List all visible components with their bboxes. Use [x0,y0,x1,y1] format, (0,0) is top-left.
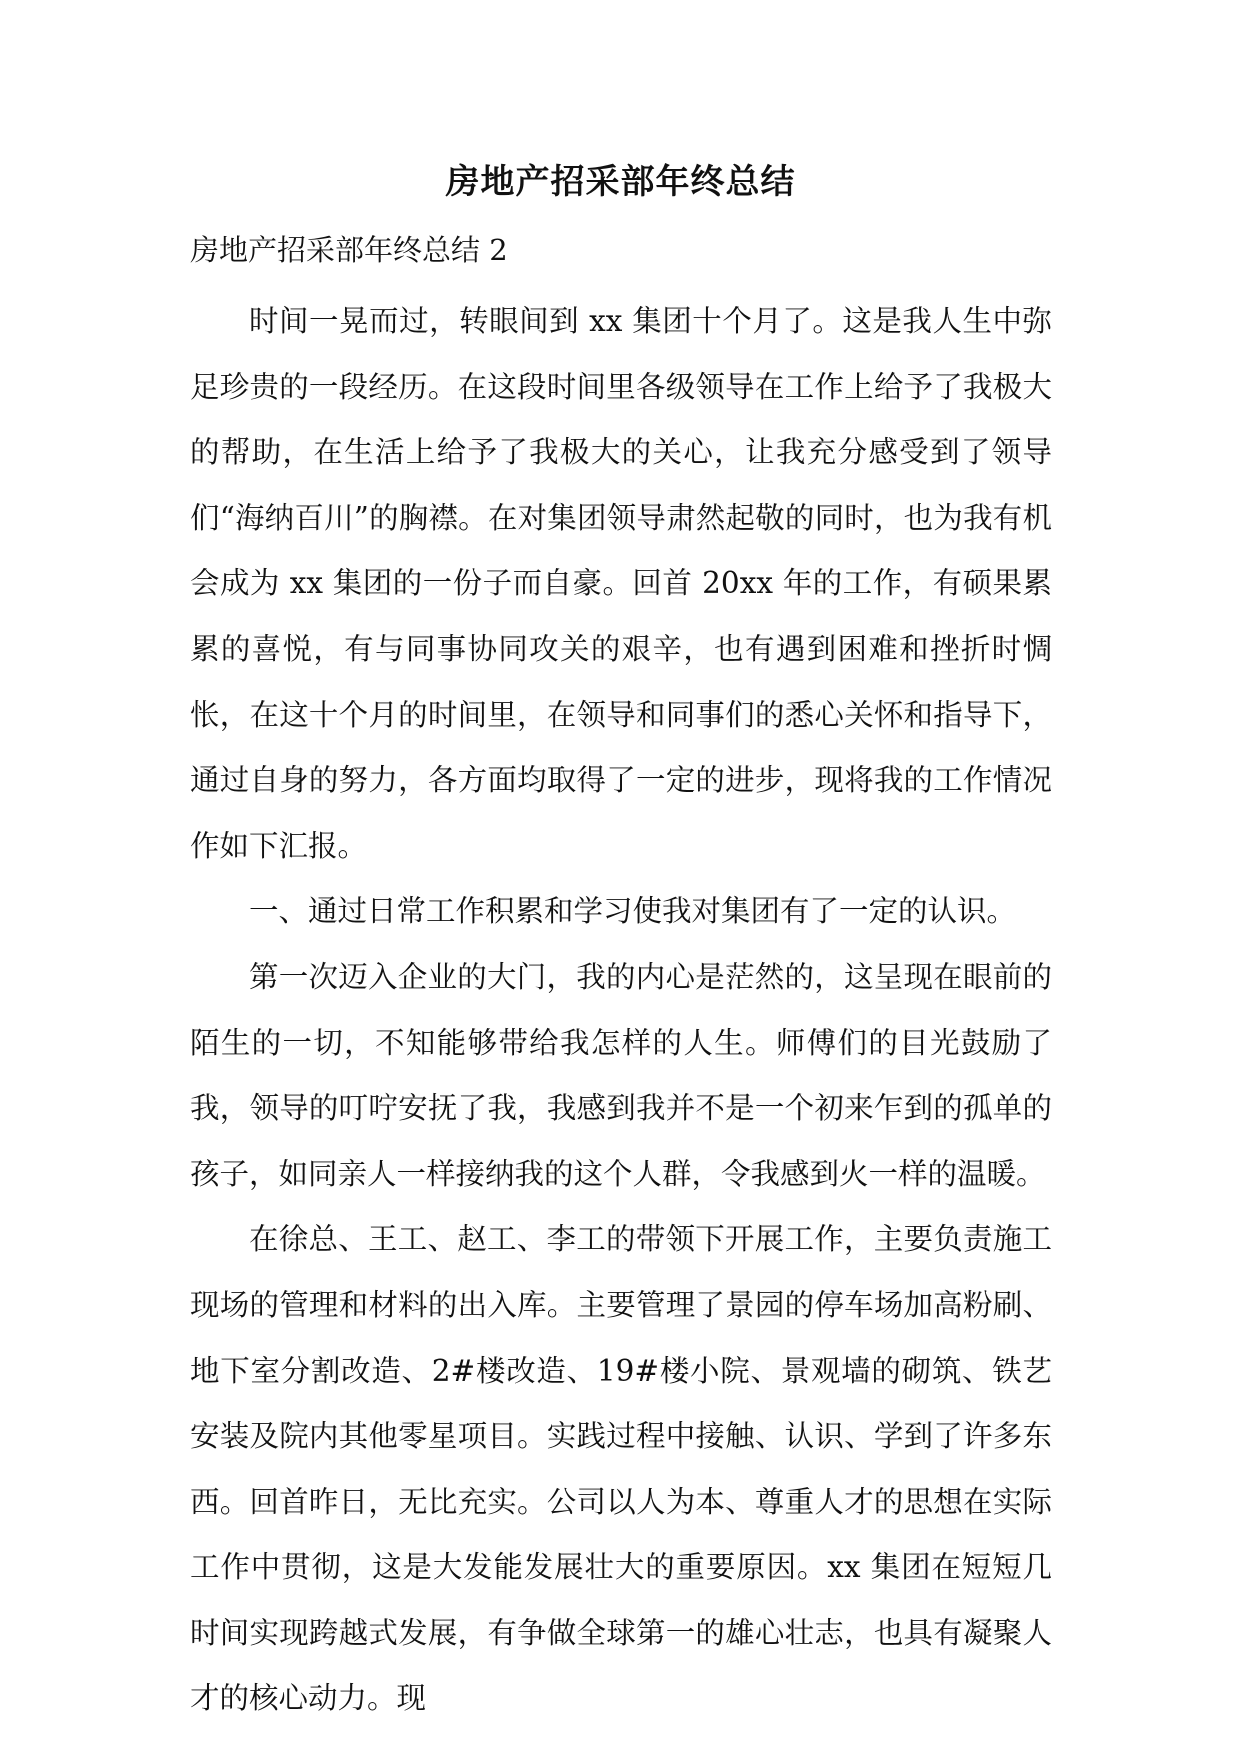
document-subtitle: 房地产招采部年终总结 2 [190,233,508,267]
paragraph: 一、通过日常工作积累和学习使我对集团有了一定的认识。 [249,894,1017,929]
paragraph: 第一次迈入企业的大门，我的内心是茫然的，这呈现在眼前的陌生的一切，不知能够带给我怎样的人生。师傅们的目光鼓励了我，领导的叮咛安抚了我，我感到我并不是一个初来乍到的孤单的孩子，如同亲人一样接纳我的这个人群，令我感到火一样的温暖。 [190,959,1052,1191]
paragraph: 时间一晃而过，转眼间到 xx 集团十个月了。这是我人生中弥足珍贵的一段经历。在这段时间里各级领导在工作上给予了我极大的帮助，在生活上给予了我极大的关心，让我充分感受到了领导们“海纳百川”的胸襟。在对集团领导肃然起敬的同时，也为我有机会成为 xx 集团的一份子而自豪。回首 20xx 年的工作，有硕果累累的喜悦，有与同事协同攻关的艰辛，也有遇到困难和挫折时惆怅，在这十个月的时间里，在领导和同事们的悉心关怀和指导下，通过自身的努力，各方面均取得了一定的进步，现将我的工作情况作如下汇报。 [190,304,1052,863]
document-title: 房地产招采部年终总结 [445,162,796,202]
paragraph: 在徐总、王工、赵工、李工的带领下开展工作，主要负责施工现场的管理和材料的出入库。主要管理了景园的停车场加高粉刷、地下室分割改造、2#楼改造、19#楼小院、景观墙的砌筑、铁艺安装及院内其他零星项目。实践过程中接触、认识、学到了许多东西。回首昨日，无比充实。公司以人为本、尊重人才的思想在实际工作中贯彻，这是大发能发展壮大的重要原因。xx 集团在短短几时间实现跨越式发展，有争做全球第一的雄心壮志，也具有凝聚人才的核心动力。现 [190,1222,1052,1716]
document-body [190,289,1052,1732]
